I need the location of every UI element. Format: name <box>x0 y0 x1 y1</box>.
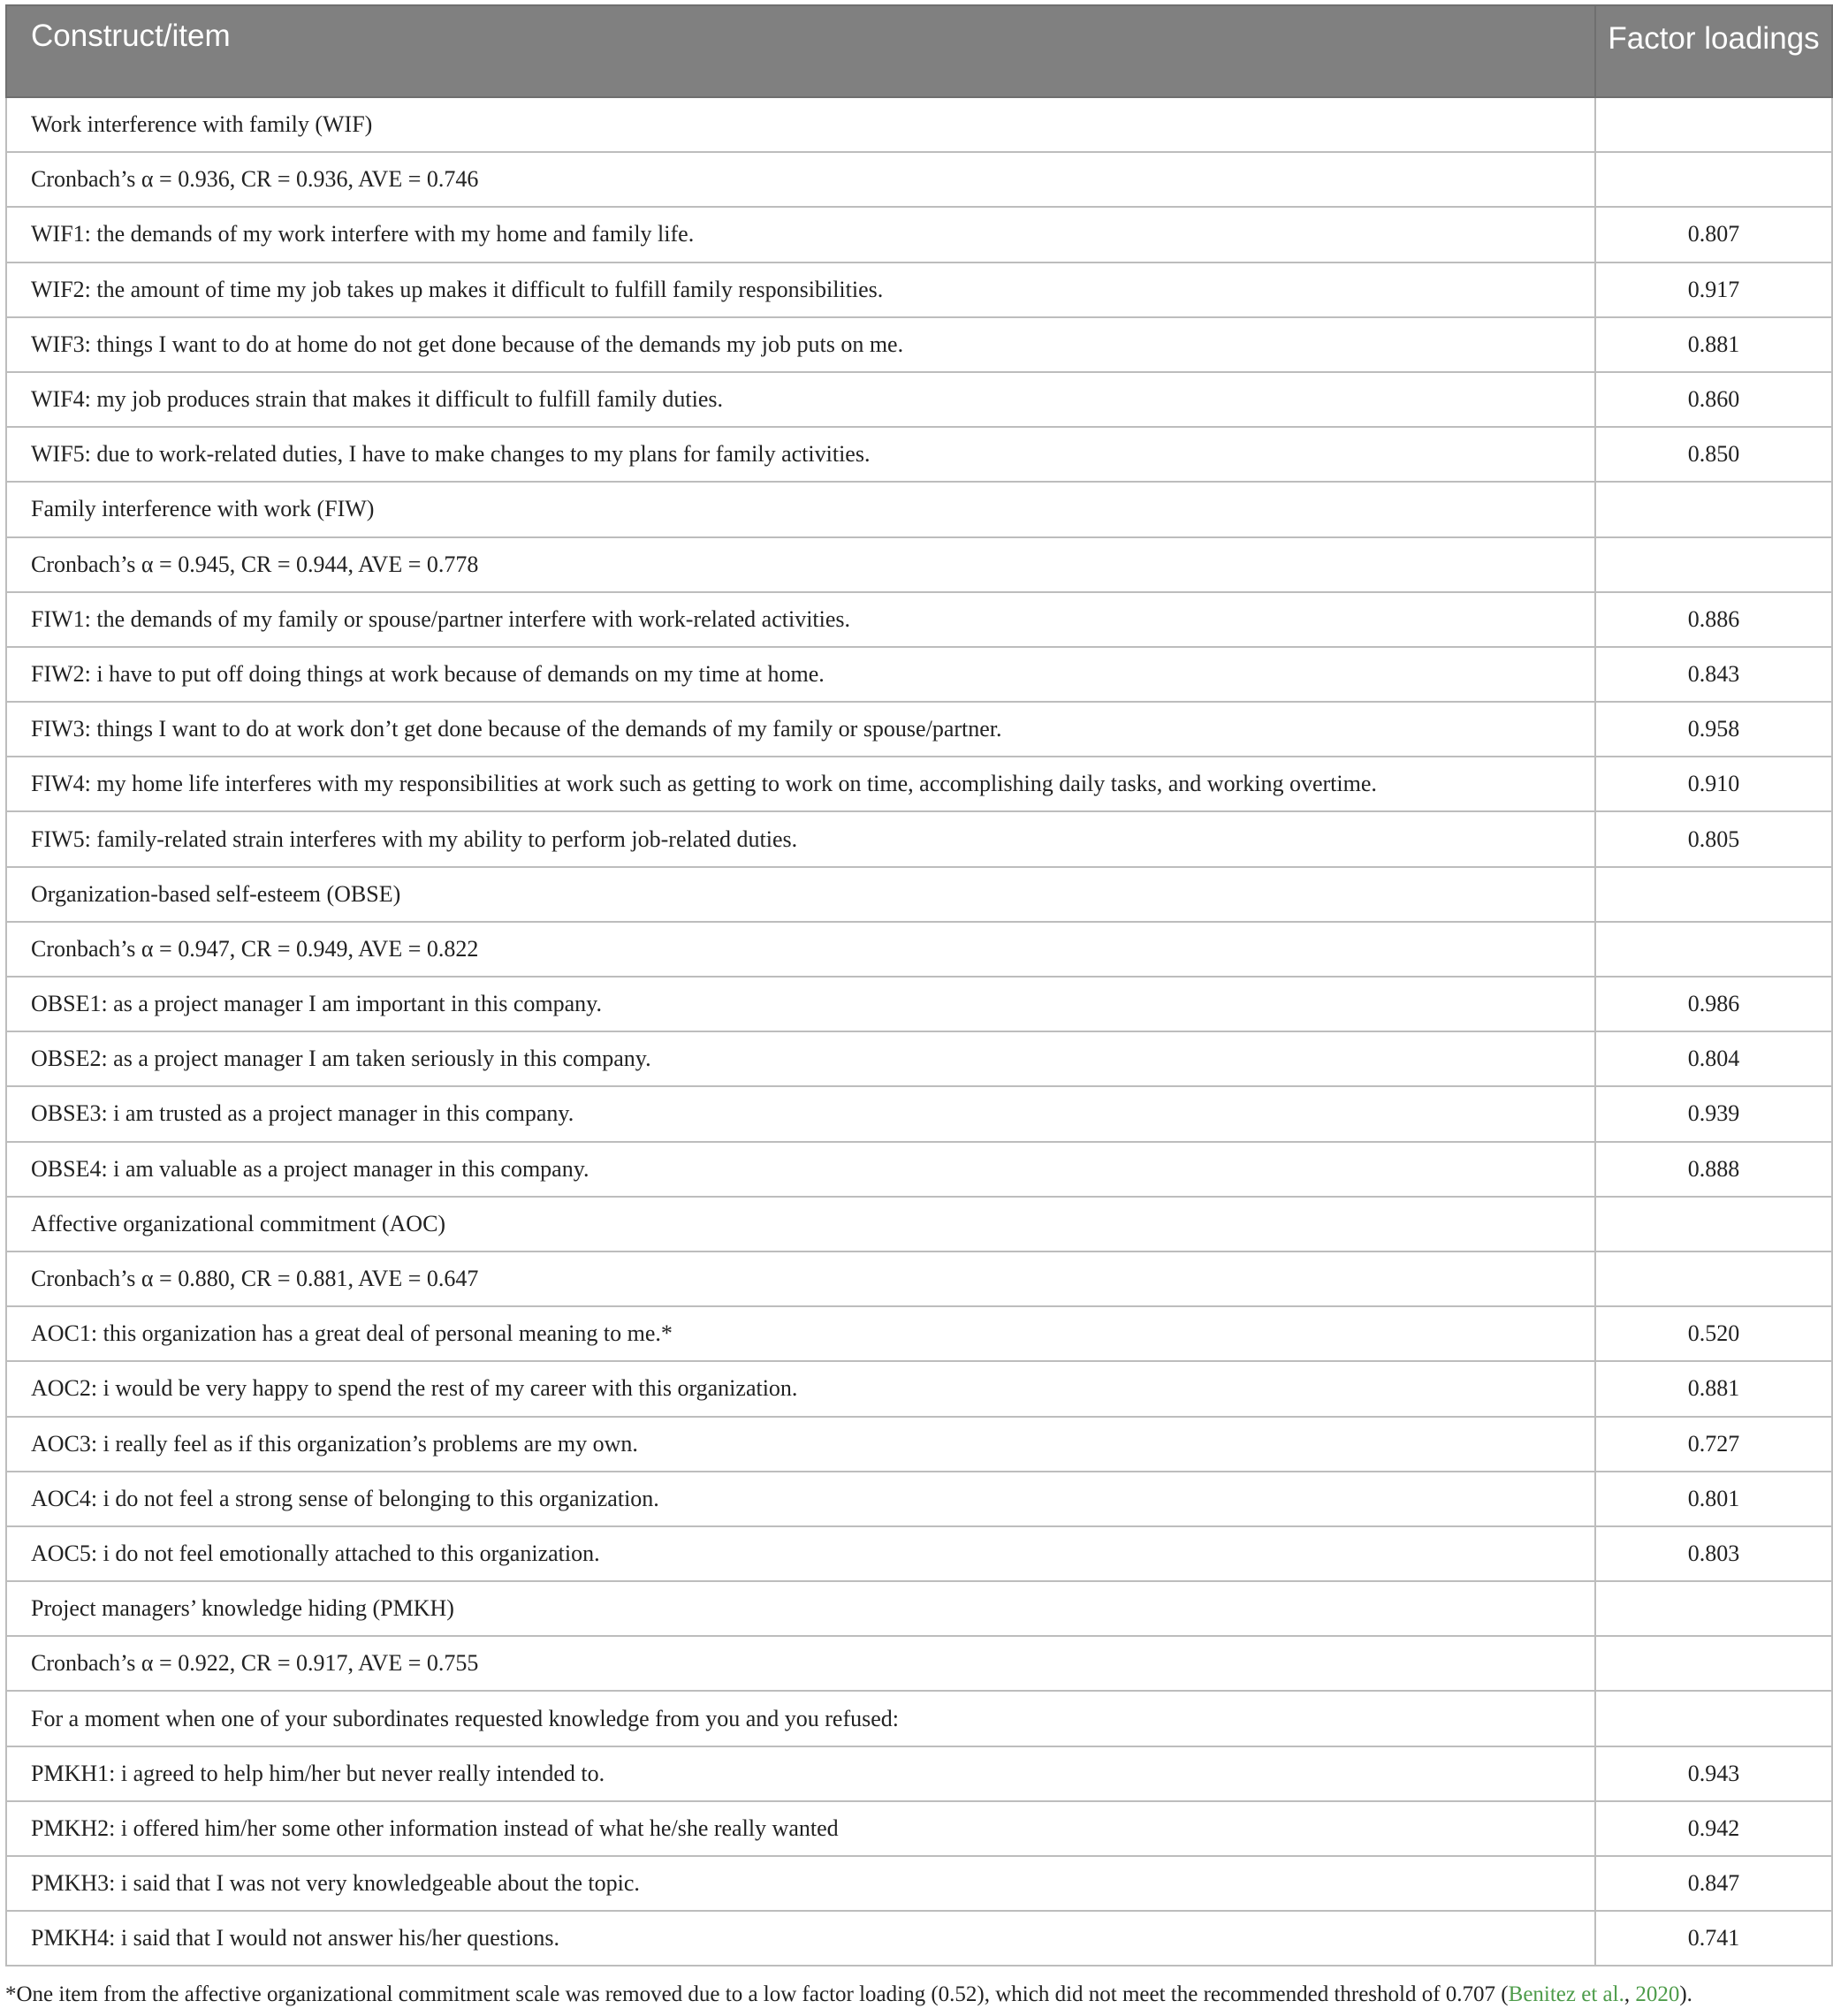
table-row <box>6 1526 1832 1581</box>
table-row <box>6 482 1832 536</box>
construct-item-cell: OBSE1: as a project manager I am important in this company. <box>6 977 1595 1031</box>
footnote-text-end: ). <box>1679 1982 1692 2006</box>
table-row <box>6 1911 1832 1966</box>
factor-loading-cell <box>1595 1581 1832 1636</box>
table-row <box>6 152 1832 207</box>
factor-loading-cell: 0.804 <box>1595 1031 1832 1086</box>
construct-item-cell: WIF3: things I want to do at home do not get done because of the demands my job puts on me. <box>6 317 1595 372</box>
factor-loading-cell: 0.881 <box>1595 1361 1832 1416</box>
construct-item-cell: AOC4: i do not feel a strong sense of belonging to this organization. <box>6 1472 1595 1526</box>
table-row <box>6 647 1832 702</box>
table-row <box>6 1417 1832 1472</box>
factor-loading-cell: 0.910 <box>1595 757 1832 811</box>
table-row <box>6 922 1832 977</box>
table-row <box>6 1086 1832 1141</box>
factor-loading-cell: 0.727 <box>1595 1417 1832 1472</box>
factor-loading-cell: 0.805 <box>1595 811 1832 866</box>
construct-item-cell: AOC3: i really feel as if this organization’s problems are my own. <box>6 1417 1595 1472</box>
factor-loading-cell: 0.850 <box>1595 427 1832 482</box>
table-row <box>6 1472 1832 1526</box>
factor-loading-cell: 0.881 <box>1595 317 1832 372</box>
table-row <box>6 1856 1832 1911</box>
construct-item-cell: OBSE3: i am trusted as a project manager in this company. <box>6 1086 1595 1141</box>
table-row <box>6 1197 1832 1251</box>
construct-item-cell: PMKH2: i offered him/her some other information instead of what he/she really wanted <box>6 1801 1595 1856</box>
table-row <box>6 1746 1832 1801</box>
table-row <box>6 867 1832 922</box>
construct-item-cell: WIF1: the demands of my work interfere with my home and family life. <box>6 207 1595 262</box>
factor-loading-cell <box>1595 152 1832 207</box>
factor-loading-cell <box>1595 867 1832 922</box>
table-row <box>6 1031 1832 1086</box>
factor-loading-cell: 0.942 <box>1595 1801 1832 1856</box>
factor-loading-cell <box>1595 482 1832 536</box>
factor-loading-cell: 0.943 <box>1595 1746 1832 1801</box>
table-row <box>6 262 1832 317</box>
table-row <box>6 317 1832 372</box>
table-row <box>6 702 1832 757</box>
factor-loading-cell <box>1595 537 1832 592</box>
factor-loading-cell: 0.807 <box>1595 207 1832 262</box>
construct-item-cell: OBSE2: as a project manager I am taken seriously in this company. <box>6 1031 1595 1086</box>
factor-loadings-table-container <box>5 4 1831 1967</box>
table-row <box>6 372 1832 427</box>
construct-item-cell: WIF2: the amount of time my job takes up makes it difficult to fulfill family responsibilities. <box>6 262 1595 317</box>
factor-loading-cell <box>1595 922 1832 977</box>
table-row <box>6 757 1832 811</box>
factor-loading-cell: 0.917 <box>1595 262 1832 317</box>
table-row <box>6 1691 1832 1746</box>
construct-item-cell: AOC1: this organization has a great deal of personal meaning to me.* <box>6 1306 1595 1361</box>
construct-item-cell: Cronbach’s α = 0.922, CR = 0.917, AVE = 0.755 <box>6 1636 1595 1691</box>
table-row <box>6 1801 1832 1856</box>
table-row <box>6 537 1832 592</box>
construct-item-cell: FIW4: my home life interferes with my responsibilities at work such as getting to work on time, accomplishing daily tasks, and working overtime. <box>6 757 1595 811</box>
construct-item-cell: FIW2: i have to put off doing things at work because of demands on my time at home. <box>6 647 1595 702</box>
construct-item-cell: FIW3: things I want to do at work don’t get done because of the demands of my family or spouse/partner. <box>6 702 1595 757</box>
factor-loading-cell: 0.520 <box>1595 1306 1832 1361</box>
citation-link-year[interactable]: 2020 <box>1635 1982 1680 2006</box>
table-row <box>6 427 1832 482</box>
footnote-separator: , <box>1624 1982 1636 2006</box>
construct-item-cell: PMKH3: i said that I was not very knowledgeable about the topic. <box>6 1856 1595 1911</box>
construct-item-cell: PMKH1: i agreed to help him/her but never really intended to. <box>6 1746 1595 1801</box>
construct-item-cell: Family interference with work (FIW) <box>6 482 1595 536</box>
table-footnote <box>5 1982 1692 2007</box>
construct-item-cell: Affective organizational commitment (AOC) <box>6 1197 1595 1251</box>
construct-item-cell: WIF5: due to work-related duties, I have to make changes to my plans for family activities. <box>6 427 1595 482</box>
factor-loading-cell: 0.886 <box>1595 592 1832 647</box>
table-row <box>6 1581 1832 1636</box>
construct-item-cell: PMKH4: i said that I would not answer his/her questions. <box>6 1911 1595 1966</box>
factor-loading-cell: 0.958 <box>1595 702 1832 757</box>
factor-loading-cell <box>1595 1197 1832 1251</box>
table-row <box>6 1361 1832 1416</box>
column-header-factor-loadings: Factor loadings <box>1595 5 1832 97</box>
factor-loading-cell: 0.939 <box>1595 1086 1832 1141</box>
footnote-text: *One item from the affective organizational commitment scale was removed due to a low factor loading (0.52), which did not meet the recommended threshold of 0.707 ( <box>5 1982 1509 2006</box>
table-row <box>6 1636 1832 1691</box>
table-row <box>6 1142 1832 1197</box>
table-row <box>6 207 1832 262</box>
construct-item-cell: AOC5: i do not feel emotionally attached to this organization. <box>6 1526 1595 1581</box>
column-header-construct-item: Construct/item <box>6 5 1595 97</box>
citation-link-author[interactable]: Benitez et al. <box>1508 1982 1624 2006</box>
construct-item-cell: FIW1: the demands of my family or spouse/partner interfere with work-related activities. <box>6 592 1595 647</box>
construct-item-cell: Cronbach’s α = 0.947, CR = 0.949, AVE = 0.822 <box>6 922 1595 977</box>
construct-item-cell: OBSE4: i am valuable as a project manager in this company. <box>6 1142 1595 1197</box>
construct-item-cell: For a moment when one of your subordinates requested knowledge from you and you refused: <box>6 1691 1595 1746</box>
construct-item-cell: FIW5: family-related strain interferes with my ability to perform job-related duties. <box>6 811 1595 866</box>
construct-item-cell: Organization-based self-esteem (OBSE) <box>6 867 1595 922</box>
factor-loading-cell <box>1595 1636 1832 1691</box>
construct-item-cell: Cronbach’s α = 0.936, CR = 0.936, AVE = 0.746 <box>6 152 1595 207</box>
table-row <box>6 811 1832 866</box>
construct-item-cell: Project managers’ knowledge hiding (PMKH) <box>6 1581 1595 1636</box>
factor-loading-cell <box>1595 1691 1832 1746</box>
construct-item-cell: WIF4: my job produces strain that makes it difficult to fulfill family duties. <box>6 372 1595 427</box>
factor-loading-cell: 0.847 <box>1595 1856 1832 1911</box>
construct-item-cell: Work interference with family (WIF) <box>6 97 1595 152</box>
factor-loading-cell: 0.801 <box>1595 1472 1832 1526</box>
construct-item-cell: Cronbach’s α = 0.880, CR = 0.881, AVE = 0.647 <box>6 1251 1595 1306</box>
factor-loading-cell: 0.843 <box>1595 647 1832 702</box>
table-row <box>6 1306 1832 1361</box>
factor-loading-cell: 0.888 <box>1595 1142 1832 1197</box>
construct-item-cell: AOC2: i would be very happy to spend the rest of my career with this organization. <box>6 1361 1595 1416</box>
factor-loading-cell <box>1595 97 1832 152</box>
table-row <box>6 592 1832 647</box>
table-body <box>6 97 1832 1966</box>
factor-loading-cell: 0.860 <box>1595 372 1832 427</box>
factor-loading-cell <box>1595 1251 1832 1306</box>
factor-loading-cell: 0.803 <box>1595 1526 1832 1581</box>
table-row <box>6 1251 1832 1306</box>
construct-item-cell: Cronbach’s α = 0.945, CR = 0.944, AVE = 0.778 <box>6 537 1595 592</box>
table-row <box>6 97 1832 152</box>
factor-loading-cell: 0.986 <box>1595 977 1832 1031</box>
factor-loading-cell: 0.741 <box>1595 1911 1832 1966</box>
table-header-row <box>6 5 1832 97</box>
factor-loadings-table <box>5 4 1833 1967</box>
table-row <box>6 977 1832 1031</box>
